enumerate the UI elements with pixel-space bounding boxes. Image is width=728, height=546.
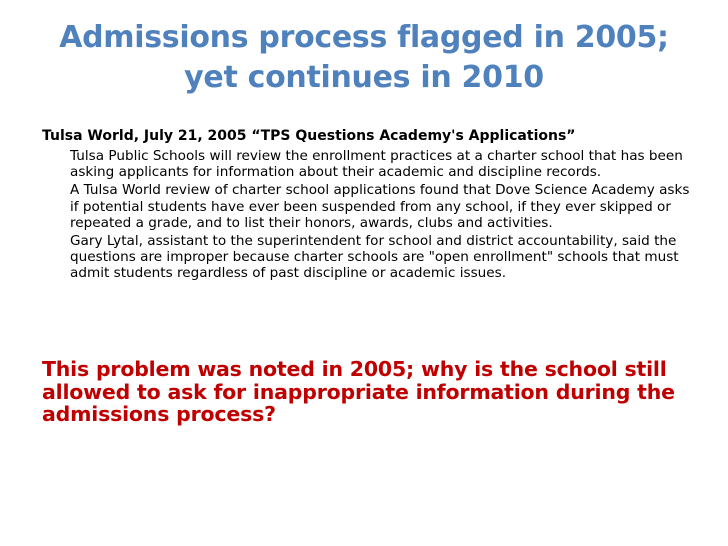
article-source: Tulsa World, July 21, 2005 “TPS Questions Academy's Applications”: [42, 128, 576, 144]
article-paragraph-3: Gary Lytal, assistant to the superintendent for school and district accountability, said the questions are improper because charter schools are "open enrollment" schools that must admit students regardless of past discipline or academic issues.: [70, 233, 679, 282]
slide-title-line-1: Admissions process flagged in 2005;: [59, 20, 669, 55]
slide-title-line-2: yet continues in 2010: [184, 60, 544, 95]
slide-body: [42, 126, 702, 284]
article-paragraph-1: Tulsa Public Schools will review the enrollment practices at a charter school that has been asking applicants for information about their academic and discipline records.: [70, 148, 683, 181]
highlighted-question: This problem was noted in 2005; why is the school still allowed to ask for inappropriate information during the admissions process?: [42, 357, 675, 426]
slide-title: [40, 18, 688, 98]
article-paragraph-2: A Tulsa World review of charter school applications found that Dove Science Academy asks if potential students have ever been suspended from any school, if they ever skipped or repeated a grade, and to list their honors, awards, clubs and activities.: [70, 182, 690, 231]
